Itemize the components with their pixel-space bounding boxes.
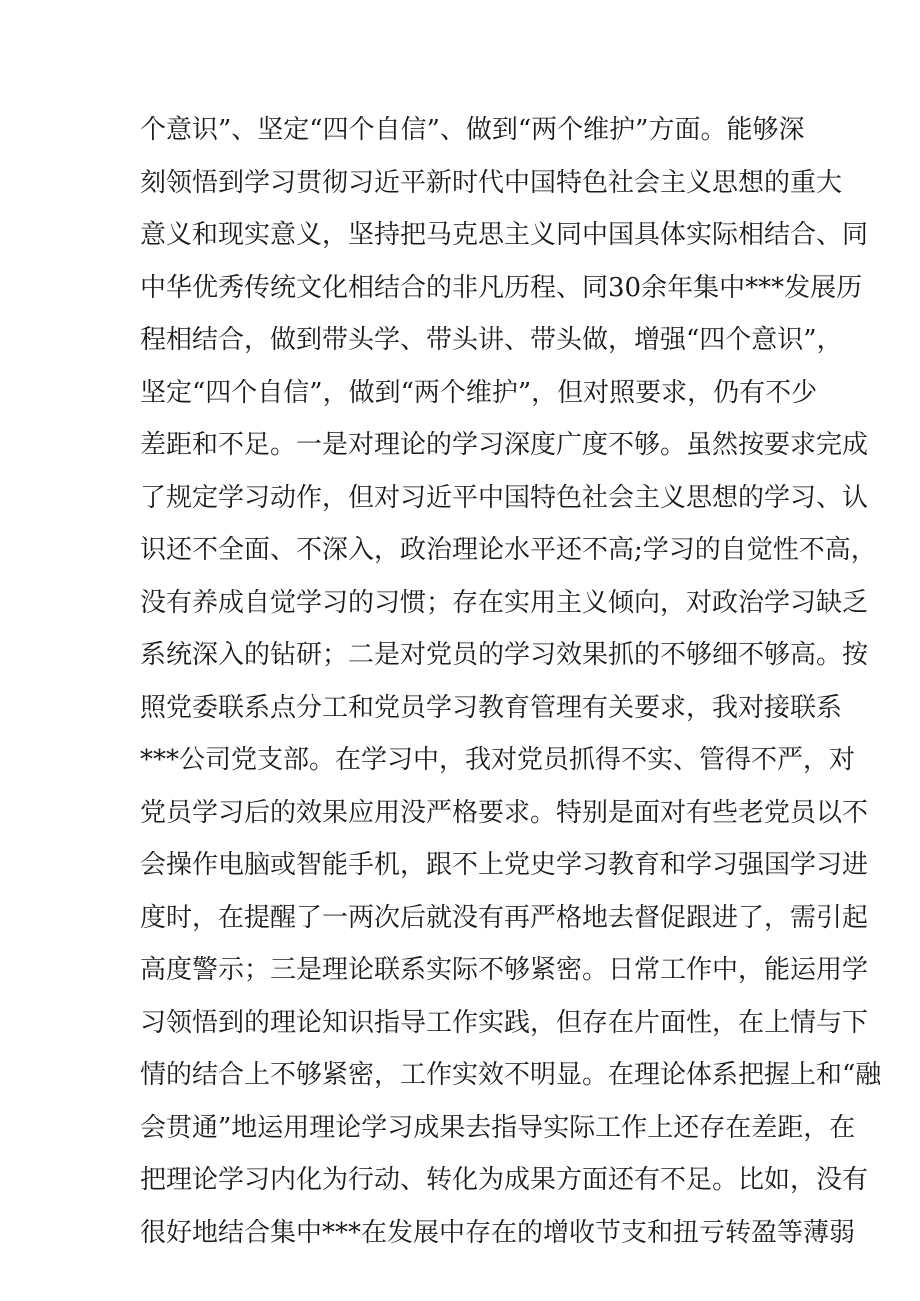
text-line: ***公司党支部。在学习中，我对党员抓得不实、管得不严，对 bbox=[140, 745, 856, 775]
text-line: 中华优秀传统文化相结合的非凡历程、同30余年集中***发展历 bbox=[140, 272, 863, 303]
text-line: 高度警示；三是理论联系实际不够紧密。日常工作中，能运用学 bbox=[140, 955, 869, 985]
text-line: 情的结合上不够紧密，工作实效不明显。在理论体系把握上和“融 bbox=[140, 1060, 882, 1090]
text-line: 很好地结合集中***在发展中存在的增收节支和扭亏转盈等薄弱 bbox=[140, 1217, 856, 1248]
text-line: 系统深入的钻研；二是对党员的学习效果抓的不够细不够高。按 bbox=[140, 640, 869, 670]
body-text bbox=[140, 104, 882, 1259]
text-line: 会操作电脑或智能手机，跟不上党史学习教育和学习强国学习进 bbox=[140, 850, 869, 880]
text-line: 坚定“四个自信”，做到“两个维护”，但对照要求，仍有不少 bbox=[140, 377, 818, 408]
text-line: 刻领悟到学习贯彻习近平新时代中国特色社会主义思想的重大 bbox=[140, 167, 843, 198]
text-line: 会贯通”地运用理论学习成果去指导实际工作上还存在差距，在 bbox=[140, 1112, 856, 1143]
text-line: 个意识”、坚定“四个自信”、做到“两个维护”方面。能够深 bbox=[140, 115, 805, 145]
text-line: 了规定学习动作，但对习近平中国特色社会主义思想的学习、认 bbox=[140, 482, 869, 513]
text-line: 照党委联系点分工和党员学习教育管理有关要求，我对接联系 bbox=[140, 692, 843, 723]
text-line: 度时，在提醒了一两次后就没有再严格地去督促跟进了，需引起 bbox=[140, 902, 869, 933]
text-line: 党员学习后的效果应用没严格要求。特别是面对有些老党员以不 bbox=[140, 797, 869, 828]
text-line: 意义和现实意义，坚持把马克思主义同中国具体实际相结合、同 bbox=[140, 220, 869, 250]
text-line: 差距和不足。一是对理论的学习深度广度不够。虽然按要求完成 bbox=[140, 430, 869, 460]
text-line: 程相结合，做到带头学、带头讲、带头做，增强“四个意识”， bbox=[140, 325, 843, 355]
text-line: 没有养成自觉学习的习惯；存在实用主义倾向，对政治学习缺乏 bbox=[140, 587, 869, 618]
text-line: 识还不全面、不深入，政治理论水平还不高;学习的自觉性不高， bbox=[140, 535, 877, 565]
text-line: 习领悟到的理论知识指导工作实践，但存在片面性，在上情与下 bbox=[140, 1007, 869, 1038]
text-line: 把理论学习内化为行动、转化为成果方面还有不足。比如，没有 bbox=[140, 1165, 869, 1195]
